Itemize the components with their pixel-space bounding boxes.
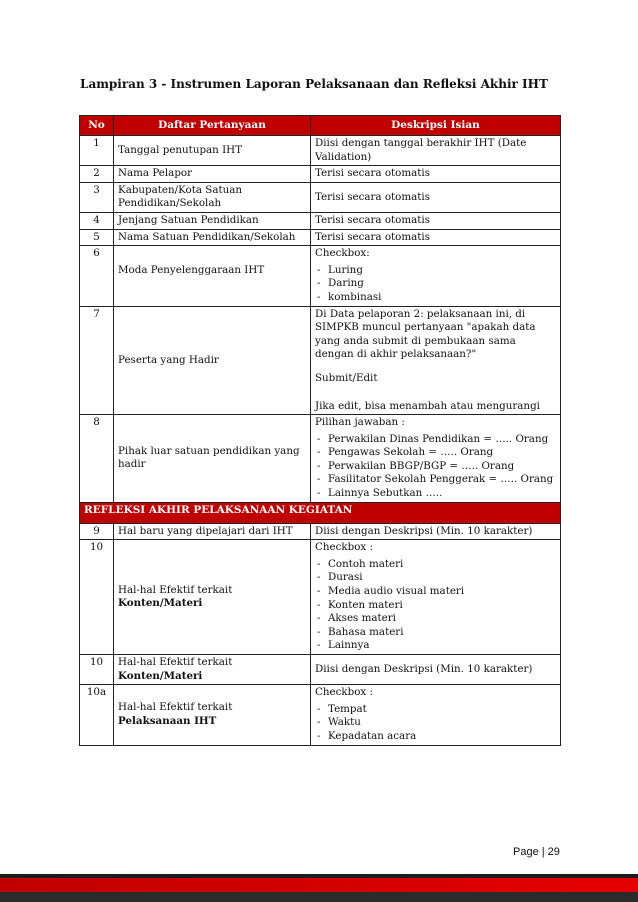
- list-item: - Durasi: [315, 571, 556, 585]
- option-list: [315, 264, 556, 305]
- row-description: Diisi dengan Deskripsi (Min. 10 karakter): [311, 523, 561, 540]
- option-list: [315, 703, 556, 744]
- row-number: 9: [80, 523, 114, 540]
- row-question: Nama Satuan Pendidikan/Sekolah: [114, 229, 311, 246]
- row-description: Diisi dengan tanggal berakhir IHT (Date Validation): [311, 136, 561, 166]
- table-row: [80, 166, 561, 183]
- table-row: [80, 306, 561, 415]
- row-question: [114, 246, 311, 306]
- table-row: [80, 182, 561, 212]
- footer-band-bottom: [0, 892, 638, 902]
- list-item: - Tempat: [315, 703, 556, 717]
- row-question: [114, 540, 311, 655]
- row-description: [311, 415, 561, 503]
- row-number: 4: [80, 212, 114, 229]
- row-description: [311, 685, 561, 745]
- description-label: Checkbox :: [315, 686, 373, 699]
- description-paragraph: Submit/Edit: [315, 371, 378, 384]
- row-question: Kabupaten/Kota Satuan Pendidikan/Sekolah: [114, 182, 311, 212]
- section-row: [80, 502, 561, 523]
- table-row: [80, 523, 561, 540]
- table-row: [80, 246, 561, 306]
- question-text: Hal-hal Efektif terkait: [118, 583, 233, 596]
- list-item: - Media audio visual materi: [315, 585, 556, 599]
- description-label: Checkbox:: [315, 247, 370, 260]
- question-bold-text: Konten/Materi: [118, 597, 203, 610]
- row-question: Hal baru yang dipelajari dari IHT: [114, 523, 311, 540]
- table-header-row: [80, 116, 561, 136]
- row-description: Terisi secara otomatis: [311, 182, 561, 212]
- row-description: [311, 306, 561, 415]
- header-question: Daftar Pertanyaan: [114, 116, 311, 136]
- row-description: Diisi dengan Deskripsi (Min. 10 karakter): [311, 655, 561, 685]
- description-label: Checkbox :: [315, 541, 373, 554]
- row-number: 10: [80, 655, 114, 685]
- row-description: Terisi secara otomatis: [311, 229, 561, 246]
- row-question: Jenjang Satuan Pendidikan: [114, 212, 311, 229]
- table-row: [80, 415, 561, 503]
- list-item: - Daring: [315, 277, 556, 291]
- table-row: [80, 136, 561, 166]
- row-number: 5: [80, 229, 114, 246]
- section-title: REFLEKSI AKHIR PELAKSANAAN KEGIATAN: [80, 502, 561, 523]
- table-row: [80, 540, 561, 655]
- page-heading: Lampiran 3 - Instrumen Laporan Pelaksanaan dan Refleksi Akhir IHT: [80, 77, 548, 91]
- row-number: 1: [80, 136, 114, 166]
- list-item: - Waktu: [315, 716, 556, 730]
- question-bold-text: Konten/Materi: [118, 669, 203, 682]
- list-item: - Bahasa materi: [315, 626, 556, 640]
- instrument-table: [79, 115, 561, 746]
- list-item: - Konten materi: [315, 599, 556, 613]
- table-row: [80, 229, 561, 246]
- list-item: - Contoh materi: [315, 558, 556, 572]
- row-description: [311, 540, 561, 655]
- description-paragraph: Di Data pelaporan 2: pelaksanaan ini, di SIMPKB muncul pertanyaan "apakah data yang anda submit di pembukaan sama dengan di akhir pelaksanaan?": [315, 307, 536, 361]
- row-number: 7: [80, 306, 114, 415]
- question-text: Hal-hal Efektif terkait: [118, 656, 233, 668]
- row-number: 8: [80, 415, 114, 503]
- option-list: [315, 558, 556, 653]
- row-question: Peserta yang Hadir: [114, 306, 311, 415]
- list-item: - Pengawas Sekolah = ….. Orang: [315, 446, 556, 460]
- row-question-text: Moda Penyelenggaraan IHT: [118, 264, 265, 277]
- row-number: 10: [80, 540, 114, 655]
- list-item: - Fasilitator Sekolah Penggerak = ….. Orang: [315, 473, 556, 487]
- row-question: Pihak luar satuan pendidikan yang hadir: [114, 415, 311, 503]
- description-label: Pilihan jawaban :: [315, 416, 405, 429]
- list-item: - Perwakilan BBGP/BGP = ….. Orang: [315, 460, 556, 474]
- footer-band-red: [0, 878, 638, 892]
- table-row: [80, 212, 561, 229]
- table-row: [80, 655, 561, 685]
- description-paragraph: Jika edit, bisa menambah atau mengurangi: [315, 399, 540, 412]
- option-list: [315, 433, 556, 501]
- list-item: - kombinasi: [315, 291, 556, 305]
- row-description: [311, 246, 561, 306]
- row-description: Terisi secara otomatis: [311, 212, 561, 229]
- row-number: 3: [80, 182, 114, 212]
- row-question: Tanggal penutupan IHT: [114, 136, 311, 166]
- list-item: - Luring: [315, 264, 556, 278]
- row-number: 6: [80, 246, 114, 306]
- list-item: - Lainnya: [315, 639, 556, 653]
- page-number: Page | 29: [513, 846, 560, 858]
- row-description: Terisi secara otomatis: [311, 166, 561, 183]
- row-question: [114, 685, 311, 745]
- list-item: - Lainnya Sebutkan …..: [315, 487, 556, 501]
- header-no: No: [80, 116, 114, 136]
- question-text: Hal-hal Efektif terkait: [118, 701, 233, 714]
- row-question: Nama Pelapor: [114, 166, 311, 183]
- table-row: [80, 685, 561, 745]
- row-number: 2: [80, 166, 114, 183]
- row-number: 10a: [80, 685, 114, 745]
- list-item: - Kepadatan acara: [315, 730, 556, 744]
- header-description: Deskripsi Isian: [311, 116, 561, 136]
- row-question: [114, 655, 311, 685]
- list-item: - Perwakilan Dinas Pendidikan = ….. Orang: [315, 433, 556, 447]
- list-item: - Akses materi: [315, 612, 556, 626]
- question-bold-text: Pelaksanaan IHT: [118, 714, 217, 727]
